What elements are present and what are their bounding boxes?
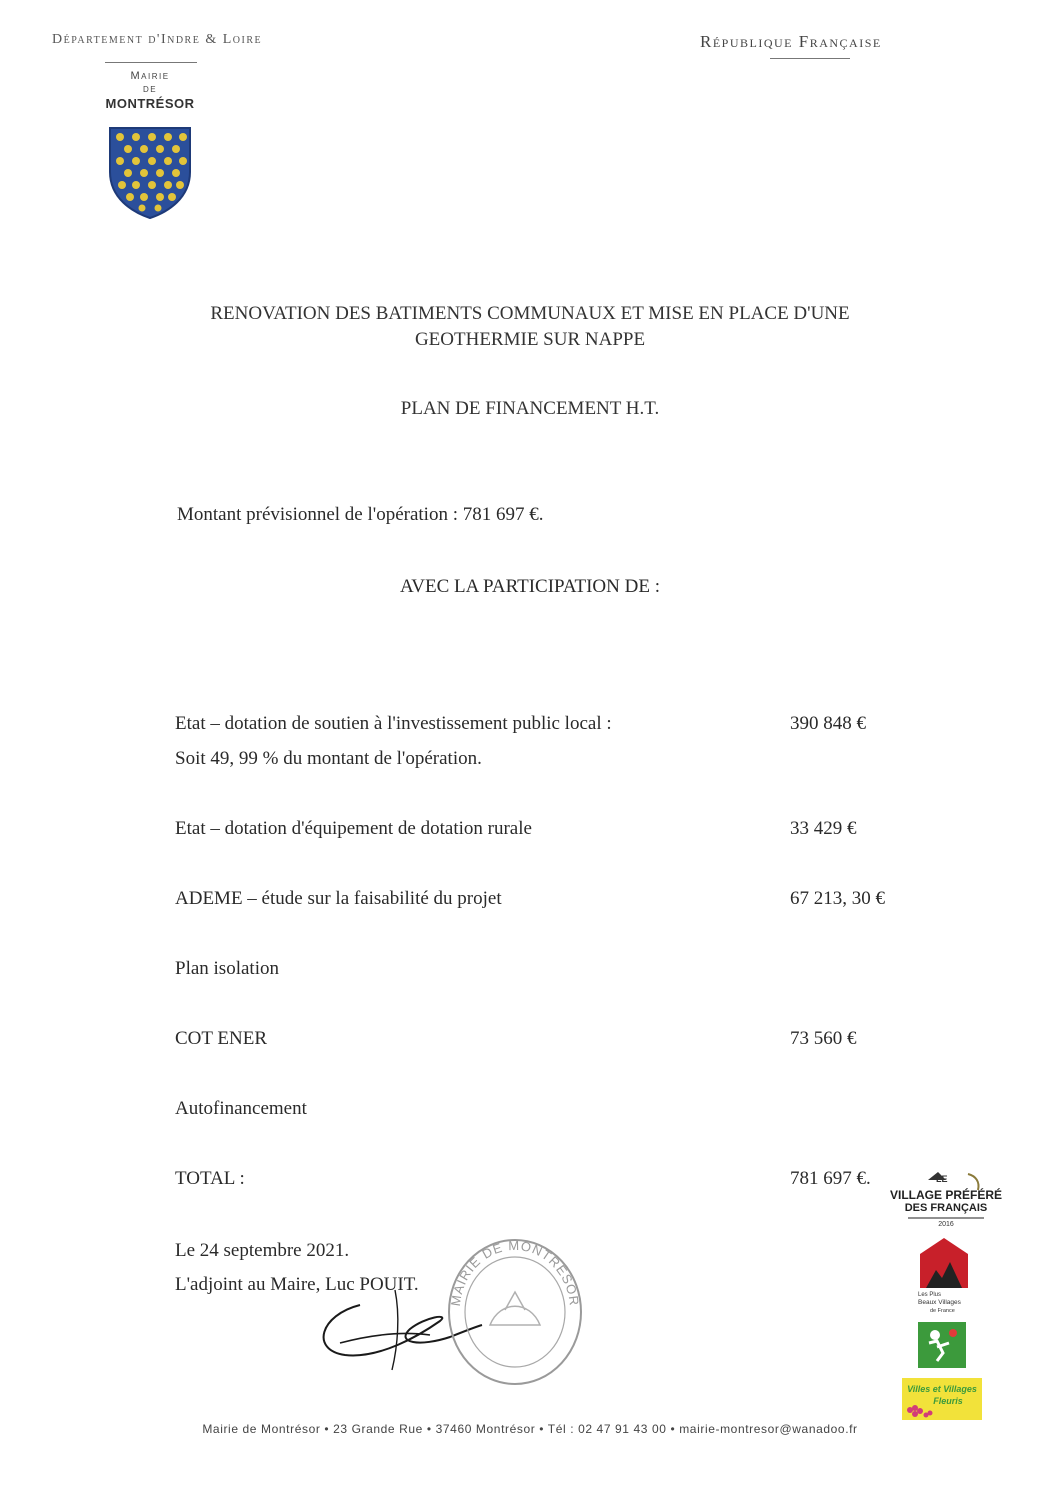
estimated-amount: Montant prévisionnel de l'opération : 781 697 €. [177, 504, 544, 525]
fleuris-logo-line-1: Villes et Villages [907, 1384, 977, 1394]
coat-of-arms-icon [106, 124, 194, 220]
financing-label: COT ENER [175, 1028, 268, 1049]
financing-label: Etat – dotation de soutien à l'investissement public local : [175, 713, 612, 734]
plus-beaux-villages-logo [912, 1236, 976, 1314]
total-label: TOTAL : [175, 1168, 245, 1189]
beaux-logo-line-3: de France [930, 1308, 955, 1314]
mairie-line-3: MONTRÉSOR [105, 96, 195, 112]
village-logo-year: 2016 [938, 1221, 954, 1228]
footer-address: Mairie de Montrésor • 23 Grande Rue • 37460 Montrésor • Tél : 02 47 91 43 00 • mairie-montresor@wanadoo.fr [202, 1422, 858, 1436]
financing-amount: 390 848 € [790, 713, 866, 734]
fleuris-logo-line-2: Fleuris [933, 1396, 963, 1406]
department-label: Département d'Indre & Loire [52, 32, 263, 47]
document-subtitle: PLAN DE FINANCEMENT H.T. [400, 398, 660, 419]
financing-label: Soit 49, 99 % du montant de l'opération. [175, 748, 482, 769]
financing-label: Plan isolation [175, 958, 279, 979]
village-prefere-logo [889, 1168, 1003, 1230]
financing-label: ADEME – étude sur la faisabilité du projet [175, 888, 502, 909]
financing-label: Etat – dotation d'équipement de dotation rurale [175, 818, 532, 839]
financing-amount: 73 560 € [790, 1028, 857, 1049]
mairie-divider [105, 62, 197, 63]
mairie-stamp-icon [440, 1230, 590, 1390]
stamp-text: MAIRIE DE MONTRÉSOR [447, 1237, 583, 1308]
financing-label: Autofinancement [175, 1098, 307, 1119]
mairie-line-1: Mairie [130, 70, 170, 82]
participation-heading: AVEC LA PARTICIPATION DE : [400, 576, 660, 597]
village-logo-subtitle: DES FRANÇAIS [904, 1202, 988, 1214]
mairie-line-2: de [142, 83, 158, 96]
mairie-label [100, 70, 200, 112]
document-title [130, 301, 930, 353]
republic-label: République Française [700, 32, 882, 51]
village-logo-le: LE [936, 1174, 948, 1184]
beaux-logo-line-2: Beaux Villages [918, 1299, 961, 1306]
beaux-logo-line-1: Les Plus [918, 1292, 942, 1298]
financing-amount: 33 429 € [790, 818, 857, 839]
svg-text:MAIRIE DE MONTRÉSOR [448, 1238, 582, 1307]
signature-date: Le 24 septembre 2021. [175, 1240, 350, 1261]
title-line-2: GEOTHERMIE SUR NAPPE [414, 329, 646, 350]
green-village-logo [917, 1321, 967, 1369]
financing-amount: 67 213, 30 € [790, 888, 885, 909]
total-amount: 781 697 €. [790, 1168, 871, 1189]
signatory-name: L'adjoint au Maire, Luc POUIT. [175, 1274, 419, 1295]
republic-divider [770, 58, 850, 59]
title-line-1: RENOVATION DES BATIMENTS COMMUNAUX ET MISE EN PLACE D'UNE [210, 303, 850, 324]
villes-villages-fleuris-logo [902, 1378, 982, 1420]
village-logo-title: VILLAGE PRÉFÉRÉ [889, 1188, 1003, 1202]
